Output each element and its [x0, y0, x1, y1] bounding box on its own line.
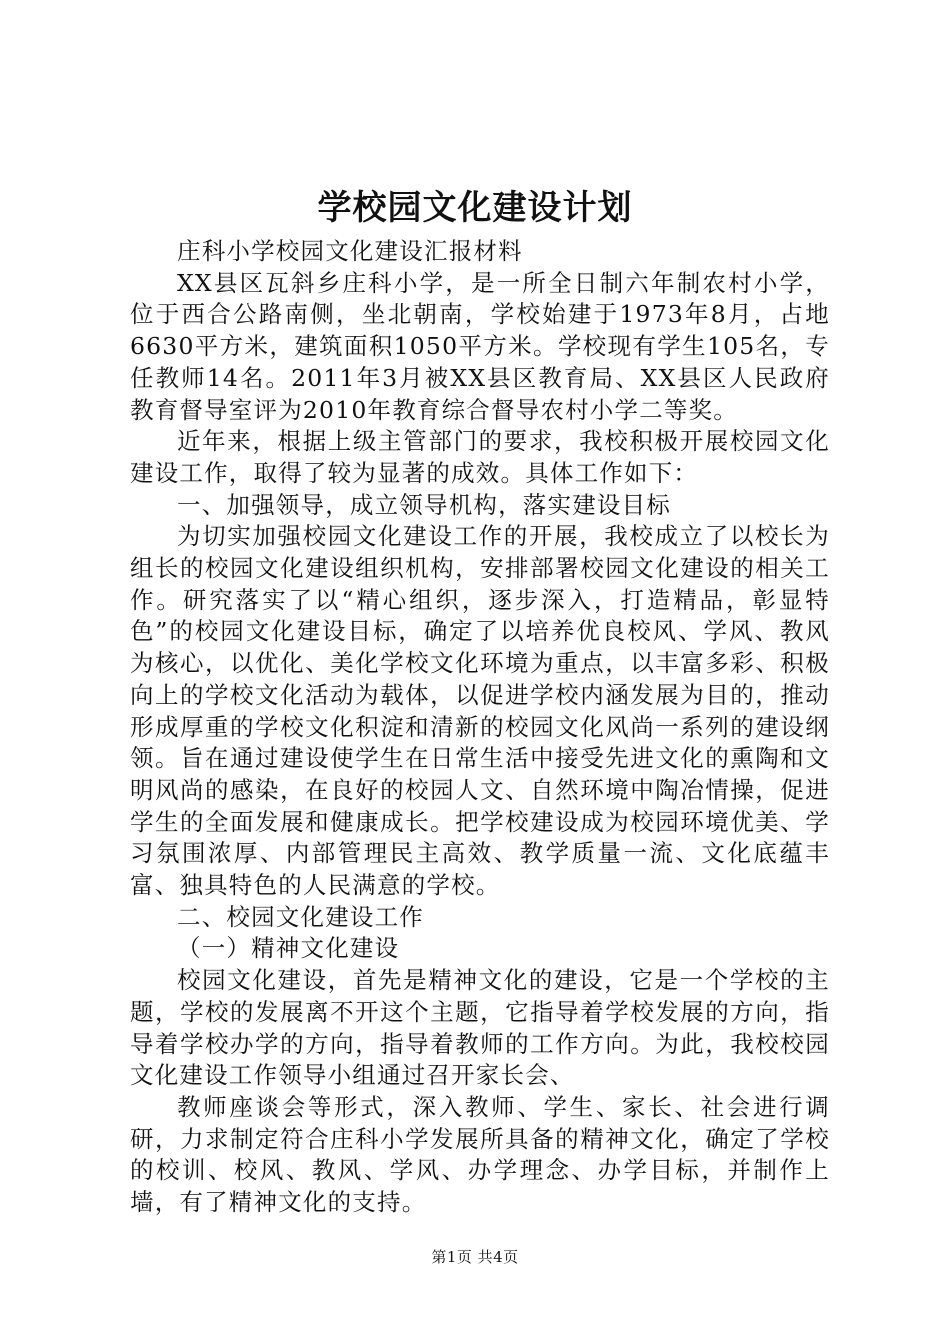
- page-number-footer: 第1页 共4页: [431, 1248, 519, 1266]
- section-heading-1: 一、加强领导，成立领导机构，落实建设目标: [177, 490, 671, 519]
- document-body: [130, 236, 830, 1219]
- paragraph-subtitle: 庄科小学校园文化建设汇报材料: [177, 237, 523, 265]
- paragraph-teacher-forum: 教师座谈会等形式，深入教师、学生、家长、社会进行调研，力求制定符合庄科小学发展所具备的精神文化，确定了学校的校训、校风、教风、学风、办学理念、办学目标，并制作上墙，有了精神文化的支持。: [130, 1092, 830, 1217]
- subsection-heading-1: （一）精神文化建设: [177, 934, 400, 963]
- paragraph-school-intro: XX县区瓦斜乡庄科小学，是一所全日制六年制农村小学，位于西合公路南侧，坐北朝南，学校始建于1973年8月，占地6630平方米，建筑面积1050平方米。学校现有学生105名，专任教师14名。2011年3月被XX县区教育局、XX县区人民政府教育督导室评为2010年教育综合督导农村小学二等奖。: [130, 268, 830, 424]
- section-heading-2: 二、校园文化建设工作: [177, 902, 424, 931]
- paragraph-recent-years: 近年来，根据上级主管部门的要求，我校积极开展校园文化建设工作，取得了较为显著的成效。具体工作如下：: [130, 427, 830, 487]
- paragraph-leadership: 为切实加强校园文化建设工作的开展，我校成立了以校长为组长的校园文化建设组织机构，安排部署校园文化建设的相关工作。研究落实了以“精心组织，逐步深入，打造精品，彰显特色”的校园文化建设目标，确定了以培养优良校风、学风、教风为核心，以优化、美化学校文化环境为重点，以丰富多彩、积极向上的学校文化活动为载体，以促进学校内涵发展为目的，推动形成厚重的学校文化积淀和清新的校园文化风尚一系列的建设纲领。旨在通过建设使学生在日常生活中接受先进文化的熏陶和文明风尚的感染，在良好的校园人文、自然环境中陶冶情操，促进学生的全面发展和健康成长。把学校建设成为校园环境优美、学习氛围浓厚、内部管理民主高效、教学质量一流、文化底蕴丰富、独具特色的人民满意的学校。: [130, 522, 830, 900]
- document-title: 学校园文化建设计划: [317, 188, 633, 228]
- paragraph-spirit-culture: 校园文化建设，首先是精神文化的建设，它是一个学校的主题，学校的发展离不开这个主题，它指导着学校发展的方向，指导着学校办学的方向，指导着教师的工作方向。为此，我校校园文化建设工作领导小组通过召开家长会、: [130, 966, 830, 1090]
